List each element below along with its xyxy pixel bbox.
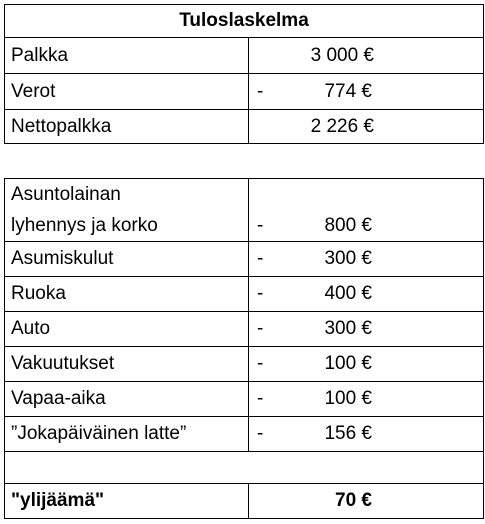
minus-sign: - <box>257 353 264 374</box>
row-amount: 156 € <box>324 423 372 444</box>
row-value-cell <box>249 38 484 74</box>
table-row <box>5 312 484 347</box>
row-value-cell <box>249 347 484 382</box>
table-row <box>5 179 484 242</box>
table-row <box>5 417 484 452</box>
row-label: Auto <box>5 312 249 347</box>
row-amount: 774 € <box>324 80 372 102</box>
total-amount: 70 € <box>335 490 372 511</box>
empty-cell <box>5 452 484 484</box>
row-label: ”Jokapäiväinen latte” <box>5 417 249 452</box>
row-value-cell <box>249 242 484 277</box>
row-value-cell <box>249 312 484 347</box>
total-row <box>5 484 484 519</box>
row-label: Vakuutukset <box>5 347 249 382</box>
row-label <box>5 179 249 242</box>
row-value-cell <box>249 277 484 312</box>
minus-sign: - <box>257 283 264 304</box>
row-amount: 100 € <box>324 353 372 374</box>
minus-sign: - <box>257 388 264 409</box>
row-value-cell <box>249 382 484 417</box>
row-amount: 800 € <box>324 215 372 236</box>
income-statement-table <box>4 4 484 144</box>
row-value-cell <box>249 417 484 452</box>
minus-sign: - <box>257 423 264 444</box>
row-label-line: Asuntolainan <box>11 184 121 205</box>
table-row <box>5 38 484 74</box>
total-label: "ylijäämä" <box>5 484 249 519</box>
minus-sign: - <box>257 215 264 236</box>
table-row <box>5 242 484 277</box>
total-value-cell <box>249 484 484 519</box>
minus-sign: - <box>257 318 264 339</box>
row-label-line: lyhennys ja korko <box>11 215 158 236</box>
row-value-cell <box>249 179 484 242</box>
title-row <box>5 5 484 38</box>
row-label: Verot <box>5 74 249 110</box>
row-amount: 300 € <box>324 248 372 269</box>
table-row <box>5 110 484 144</box>
row-value-cell <box>249 110 484 144</box>
minus-sign: - <box>257 80 264 102</box>
row-amount: 3 000 € <box>310 44 374 66</box>
table-row <box>5 347 484 382</box>
table-row <box>5 382 484 417</box>
row-amount: 100 € <box>324 388 372 409</box>
expenses-table <box>4 178 484 519</box>
row-amount: 400 € <box>324 283 372 304</box>
table-row <box>5 277 484 312</box>
row-value-cell <box>249 74 484 110</box>
row-label: Vapaa-aika <box>5 382 249 417</box>
table-row <box>5 74 484 110</box>
row-label: Ruoka <box>5 277 249 312</box>
minus-sign: - <box>257 248 264 269</box>
row-label: Nettopalkka <box>5 110 249 144</box>
empty-row <box>5 452 484 484</box>
row-label: Asumiskulut <box>5 242 249 277</box>
row-label: Palkka <box>5 38 249 74</box>
row-amount: 2 226 € <box>310 115 374 137</box>
row-amount: 300 € <box>324 318 372 339</box>
table-title: Tuloslaskelma <box>5 5 484 38</box>
